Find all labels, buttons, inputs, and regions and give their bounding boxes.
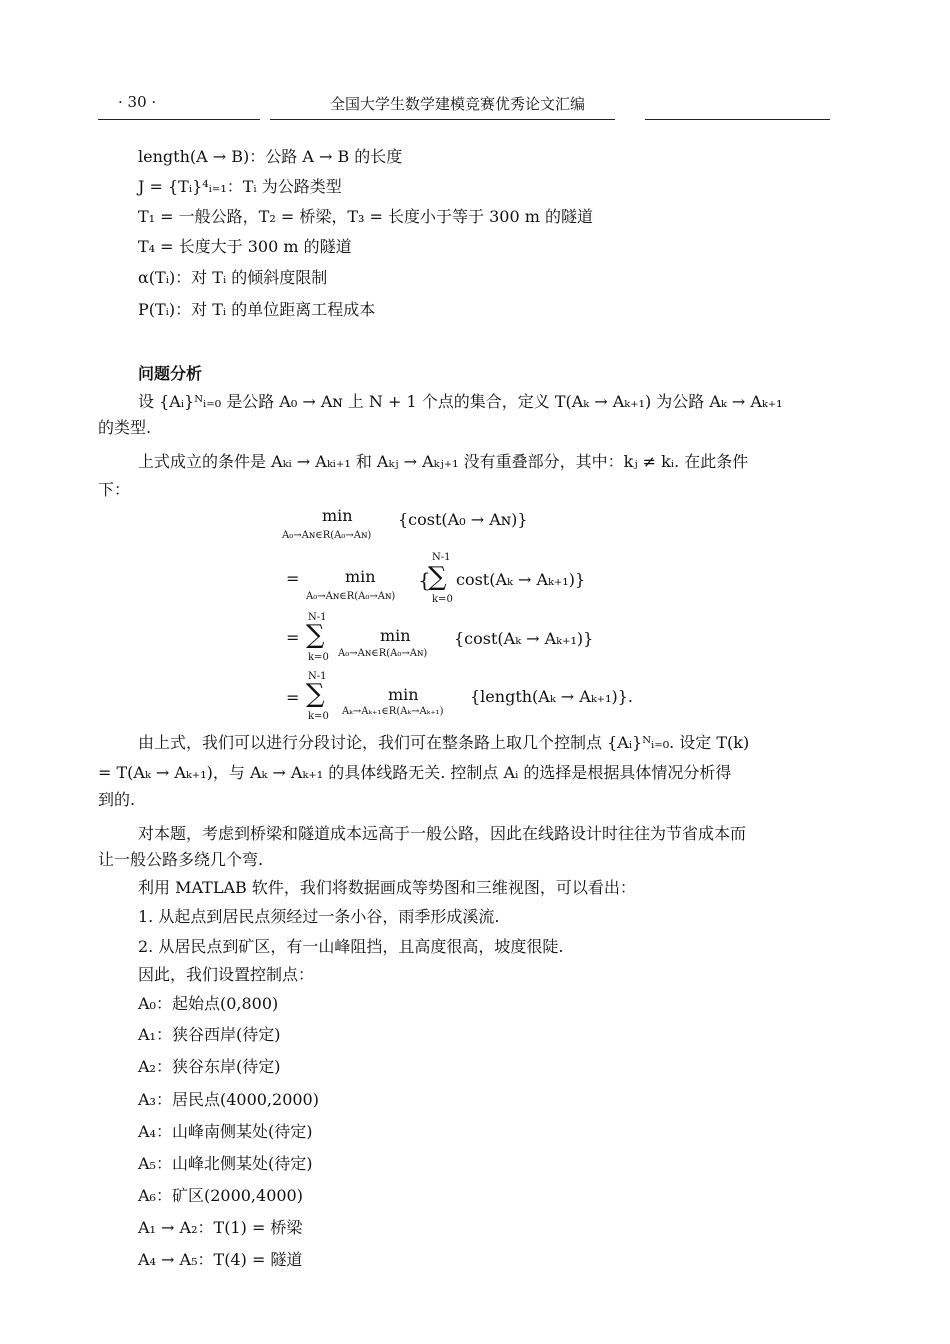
eq4-equals: = bbox=[286, 688, 300, 707]
eq1-body: {cost(A₀ → Aɴ)} bbox=[398, 510, 528, 529]
paragraph-line: 上式成立的条件是 Aₖᵢ → Aₖᵢ₊₁ 和 Aₖⱼ → Aₖⱼ₊₁ 没有重叠部分，其中：kⱼ ≠ kᵢ. 在此条件 bbox=[138, 452, 749, 471]
eq2-equals: = bbox=[286, 569, 300, 588]
paragraph-line: 设 {Aᵢ}ᴺᵢ₌₀ 是公路 A₀ → Aɴ 上 N + 1 个点的集合，定义 T(Aₖ → Aₖ₊₁) 为公路 Aₖ → Aₖ₊₁ bbox=[138, 392, 783, 411]
eq1-subscript: A₀→Aɴ∈R(A₀→Aɴ) bbox=[282, 530, 372, 541]
section-heading: 问题分析 bbox=[138, 364, 203, 383]
page-number: · 30 · bbox=[118, 93, 157, 111]
paragraph-line: 利用 MATLAB 软件，我们将数据画成等势图和三维视图，可以看出： bbox=[138, 878, 636, 897]
control-point-item: A₆：矿区(2000,4000) bbox=[138, 1186, 303, 1205]
eq4-sum-upper: N-1 bbox=[308, 671, 327, 682]
header-rule-left bbox=[98, 119, 260, 120]
eq3-sigma-icon: ∑ bbox=[306, 620, 325, 650]
eq2-sum-upper: N-1 bbox=[432, 552, 451, 563]
eq3-subscript: A₀→Aɴ∈R(A₀→Aɴ) bbox=[338, 648, 428, 659]
eq4-body: {length(Aₖ → Aₖ₊₁)}. bbox=[470, 687, 634, 706]
control-point-item: A₄：山峰南侧某处(待定) bbox=[138, 1122, 313, 1141]
paragraph-line: 下： bbox=[98, 480, 131, 499]
eq4-sigma-icon: ∑ bbox=[306, 679, 325, 709]
eq3-min: min bbox=[380, 626, 411, 645]
paragraph-line: 让一般公路多绕几个弯. bbox=[98, 850, 264, 869]
eq3-sum-upper: N-1 bbox=[308, 612, 327, 623]
eq1-min: min bbox=[322, 506, 353, 525]
eq3-body: {cost(Aₖ → Aₖ₊₁)} bbox=[454, 629, 594, 648]
control-point-item: A₁ → A₂：T(1) = 桥梁 bbox=[138, 1218, 303, 1237]
eq2-subscript: A₀→Aɴ∈R(A₀→Aɴ) bbox=[306, 591, 396, 602]
eq2-body: cost(Aₖ → Aₖ₊₁)} bbox=[456, 570, 586, 589]
control-point-item: A₂：狭谷东岸(待定) bbox=[138, 1057, 281, 1076]
eq2-min: min bbox=[345, 567, 376, 586]
control-point-item: A₀：起始点(0,800) bbox=[138, 994, 279, 1013]
control-point-item: A₅：山峰北侧某处(待定) bbox=[138, 1154, 313, 1173]
eq2-sum-lower: k=0 bbox=[432, 594, 453, 605]
control-point-item: A₄ → A₅：T(4) = 隧道 bbox=[138, 1250, 303, 1269]
paragraph-line: 对本题，考虑到桥梁和隧道成本远高于一般公路，因此在线路设计时往往为节省成本而 bbox=[138, 824, 747, 843]
header-rule-right bbox=[645, 119, 830, 120]
eq2-brace: { bbox=[418, 568, 431, 592]
control-point-item: A₁：狭谷西岸(待定) bbox=[138, 1025, 281, 1044]
control-point-item: A₃：居民点(4000,2000) bbox=[138, 1090, 319, 1109]
list-item: 2. 从居民点到矿区，有一山峰阻挡，且高度很高，坡度很陡. bbox=[138, 937, 564, 956]
paragraph-line: 的类型. bbox=[98, 418, 152, 437]
definition-line: T₄ = 长度大于 300 m 的隧道 bbox=[138, 237, 352, 256]
paragraph-line: 由上式，我们可以进行分段讨论，我们可在整条路上取几个控制点 {Aᵢ}ᴺᵢ₌₀. 设定 T(k) bbox=[138, 733, 750, 752]
definition-line: α(Tᵢ)：对 Tᵢ 的倾斜度限制 bbox=[138, 268, 328, 287]
paragraph-line: 因此，我们设置控制点： bbox=[138, 965, 315, 984]
paragraph-line: 到的. bbox=[98, 790, 136, 809]
running-header-title: 全国大学生数学建模竞赛优秀论文汇编 bbox=[330, 95, 586, 113]
eq4-sum-lower: k=0 bbox=[308, 711, 329, 722]
eq3-sum-lower: k=0 bbox=[308, 652, 329, 663]
definition-line: T₁ = 一般公路，T₂ = 桥梁，T₃ = 长度小于等于 300 m 的隧道 bbox=[138, 207, 593, 226]
eq4-min: min bbox=[388, 685, 419, 704]
definition-line: length(A → B)：公路 A → B 的长度 bbox=[138, 147, 403, 166]
list-item: 1. 从起点到居民点须经过一条小谷，雨季形成溪流. bbox=[138, 907, 500, 926]
header-rule-center bbox=[270, 119, 615, 120]
eq2-sigma-icon: ∑ bbox=[428, 562, 447, 592]
definition-line: P(Tᵢ)：对 Tᵢ 的单位距离工程成本 bbox=[138, 300, 376, 319]
eq3-equals: = bbox=[286, 628, 300, 647]
paragraph-line: = T(Aₖ → Aₖ₊₁)，与 Aₖ → Aₖ₊₁ 的具体线路无关. 控制点 Aᵢ 的选择是根据具体情况分析得 bbox=[98, 763, 732, 782]
eq4-subscript: Aₖ→Aₖ₊₁∈R(Aₖ→Aₖ₊₁) bbox=[342, 706, 444, 717]
definition-line: J = {Tᵢ}⁴ᵢ₌₁：Tᵢ 为公路类型 bbox=[138, 177, 342, 196]
